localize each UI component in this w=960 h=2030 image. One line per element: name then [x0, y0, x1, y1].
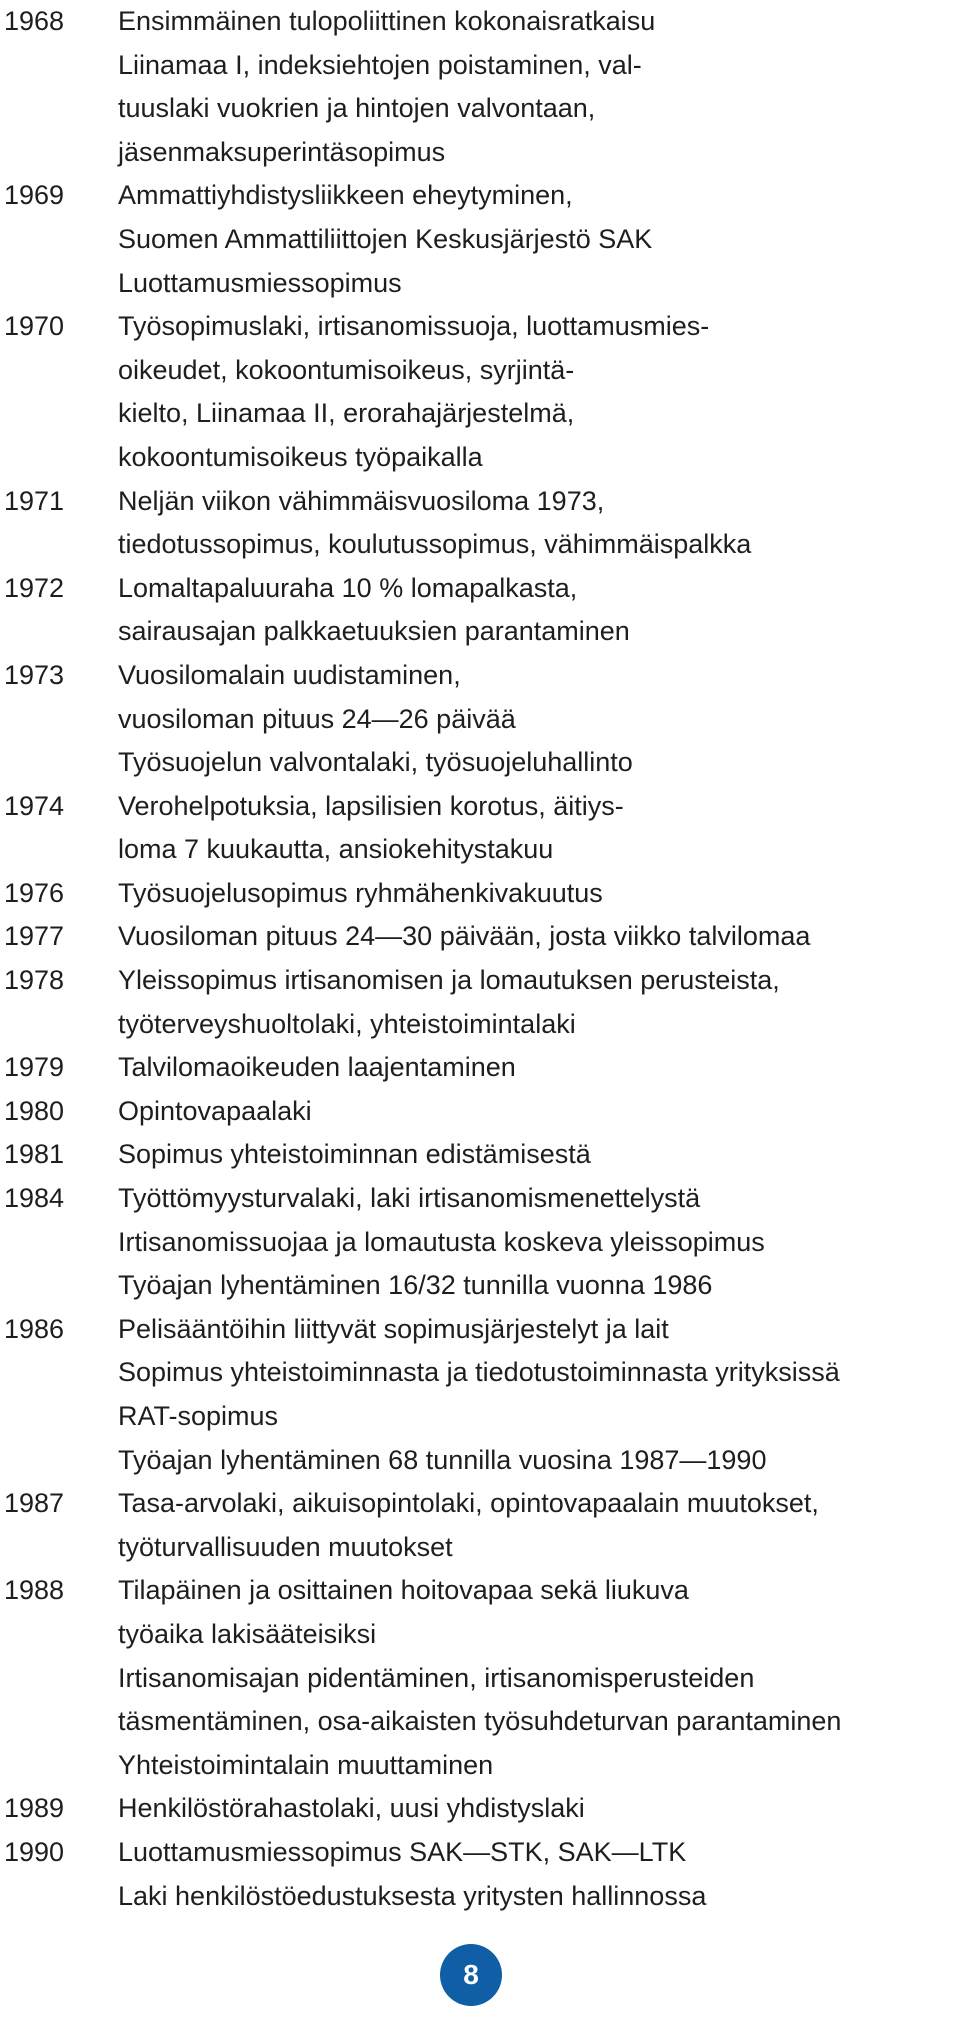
timeline-entry [0, 915, 960, 959]
entry-line: RAT-sopimus [118, 1401, 279, 1431]
entry-lines [118, 1831, 960, 1918]
entry-line: vuosiloman pituus 24—26 päivää [118, 703, 516, 734]
entry-line: Tasa-arvolaki, aikuisopintolaki, opintovapaalain muutokset, [118, 1488, 819, 1519]
timeline-entry [0, 1482, 960, 1569]
entry-lines [118, 1308, 960, 1482]
entry-line: Työsuojelusopimus ryhmähenkivakuutus [118, 877, 603, 908]
entry-line: Irtisanomisajan pidentäminen, irtisanomisperusteiden [118, 1662, 755, 1693]
timeline-entry [0, 567, 960, 654]
entry-lines [118, 1090, 960, 1134]
entry-lines [118, 0, 960, 174]
entry-lines [118, 567, 960, 654]
entry-line: Sopimus yhteistoiminnan edistämisestä [118, 1139, 591, 1170]
timeline-entry [0, 1787, 960, 1831]
entry-year: 1978 [4, 965, 65, 996]
timeline-entry [0, 0, 960, 174]
entry-lines [118, 1482, 960, 1569]
entry-line: Työsopimuslaki, irtisanomissuoja, luottamusmies- [118, 311, 710, 342]
entry-line: Liinamaa I, indeksiehtojen poistaminen, val- [118, 49, 642, 80]
timeline-entry [0, 1133, 960, 1177]
entry-lines [118, 1787, 960, 1831]
entry-line: Luottamusmiessopimus SAK—STK, SAK—LTK [118, 1836, 687, 1867]
timeline-entry [0, 785, 960, 872]
entry-lines [118, 1177, 960, 1308]
entry-lines [118, 1133, 960, 1177]
entry-line: oikeudet, kokoontumisoikeus, syrjintä- [118, 354, 575, 385]
timeline-entry [0, 1177, 960, 1308]
entry-year: 1979 [4, 1052, 65, 1083]
entry-lines [118, 480, 960, 567]
entry-year: 1980 [4, 1095, 65, 1126]
entry-line: kokoontumisoikeus työpaikalla [118, 441, 483, 472]
entry-line: Pelisääntöihin liittyvät sopimusjärjestelyt ja lait [118, 1313, 669, 1344]
entry-year: 1969 [4, 180, 65, 211]
entry-year: 1984 [4, 1183, 65, 1214]
entry-line: Neljän viikon vähimmäisvuosiloma 1973, [118, 485, 605, 516]
entry-year: 1970 [4, 311, 65, 342]
entry-lines [118, 1046, 960, 1090]
entry-line: Sopimus yhteistoiminnasta ja tiedotustoiminnasta yrityksissä [118, 1357, 840, 1388]
entry-year: 1977 [4, 921, 65, 952]
entry-line: Yhteistoimintalain muuttaminen [118, 1749, 494, 1780]
entry-lines [118, 785, 960, 872]
entry-line: Työajan lyhentäminen 16/32 tunnilla vuonna 1986 [118, 1270, 713, 1301]
timeline-entry [0, 480, 960, 567]
page-number-badge: 8 [440, 1944, 502, 2006]
timeline-entry [0, 305, 960, 479]
entry-line: Vuosiloman pituus 24—30 päivään, josta viikko talvilomaa [118, 921, 811, 952]
timeline-entry [0, 1090, 960, 1134]
entry-year: 1968 [4, 6, 65, 36]
entry-line: loma 7 kuukautta, ansiokehitystakuu [118, 834, 554, 865]
entry-line: Tilapäinen ja osittainen hoitovapaa sekä liukuva [118, 1575, 689, 1606]
entry-year: 1971 [4, 485, 65, 516]
entry-line: Talvilomaoikeuden laajentaminen [118, 1052, 516, 1083]
entry-lines [118, 1569, 960, 1787]
entry-line: Lomaltapaluuraha 10 % lomapalkasta, [118, 572, 578, 603]
entry-lines [118, 174, 960, 305]
entry-year: 1986 [4, 1313, 65, 1344]
timeline-entry [0, 872, 960, 916]
entry-line: Henkilöstörahastolaki, uusi yhdistyslaki [118, 1793, 585, 1824]
entry-line: Suomen Ammattiliittojen Keskusjärjestö SAK [118, 223, 653, 254]
entry-line: Työsuojelun valvontalaki, työsuojeluhallinto [118, 747, 633, 778]
timeline-entry [0, 1569, 960, 1787]
entry-year: 1973 [4, 659, 65, 690]
timeline-entry [0, 654, 960, 785]
timeline-entry [0, 174, 960, 305]
entry-line: Irtisanomissuojaa ja lomautusta koskeva yleissopimus [118, 1226, 765, 1257]
entry-line: työterveyshuoltolaki, yhteistoimintalaki [118, 1008, 576, 1039]
timeline-entry [0, 1046, 960, 1090]
entry-line: Vuosilomalain uudistaminen, [118, 659, 461, 690]
timeline-entry [0, 959, 960, 1046]
entry-lines [118, 654, 960, 785]
entry-line: Ammattiyhdistysliikkeen eheytyminen, [118, 180, 573, 211]
entry-line: kielto, Liinamaa II, erorahajärjestelmä, [118, 398, 575, 429]
entry-lines [118, 305, 960, 479]
entry-line: tuuslaki vuokrien ja hintojen valvontaan, [118, 93, 596, 124]
timeline-entry [0, 1308, 960, 1482]
entry-line: Verohelpotuksia, lapsilisien korotus, äitiys- [118, 790, 624, 821]
timeline-entry [0, 1831, 960, 1918]
entry-lines [118, 915, 960, 959]
entry-year: 1987 [4, 1488, 65, 1519]
entry-line: Laki henkilöstöedustuksesta yritysten hallinnossa [118, 1880, 707, 1911]
entry-year: 1988 [4, 1575, 65, 1606]
entry-year: 1974 [4, 790, 65, 821]
entry-line: työturvallisuuden muutokset [118, 1531, 453, 1562]
entry-line: Työttömyysturvalaki, laki irtisanomismenettelystä [118, 1183, 701, 1214]
entry-line: Luottamusmiessopimus [118, 267, 402, 298]
entry-line: jäsenmaksuperintäsopimus [118, 136, 446, 167]
entry-line: Ensimmäinen tulopoliittinen kokonaisratkaisu [118, 6, 656, 36]
entry-line: tiedotussopimus, koulutussopimus, vähimmäispalkka [118, 529, 752, 560]
entry-line: sairausajan palkkaetuuksien parantaminen [118, 616, 630, 647]
entry-line: täsmentäminen, osa-aikaisten työsuhdeturvan parantaminen [118, 1706, 842, 1737]
entry-line: Työajan lyhentäminen 68 tunnilla vuosina 1987—1990 [118, 1444, 767, 1475]
entry-line: työaika lakisääteisiksi [118, 1618, 377, 1649]
entry-line: Opintovapaalaki [118, 1095, 312, 1126]
entry-lines [118, 959, 960, 1046]
entry-lines [118, 872, 960, 916]
entry-year: 1990 [4, 1836, 65, 1867]
entry-line: Yleissopimus irtisanomisen ja lomautuksen perusteista, [118, 965, 780, 996]
entry-year: 1976 [4, 877, 65, 908]
entry-year: 1989 [4, 1793, 65, 1824]
entry-year: 1972 [4, 572, 65, 603]
entry-year: 1981 [4, 1139, 65, 1170]
